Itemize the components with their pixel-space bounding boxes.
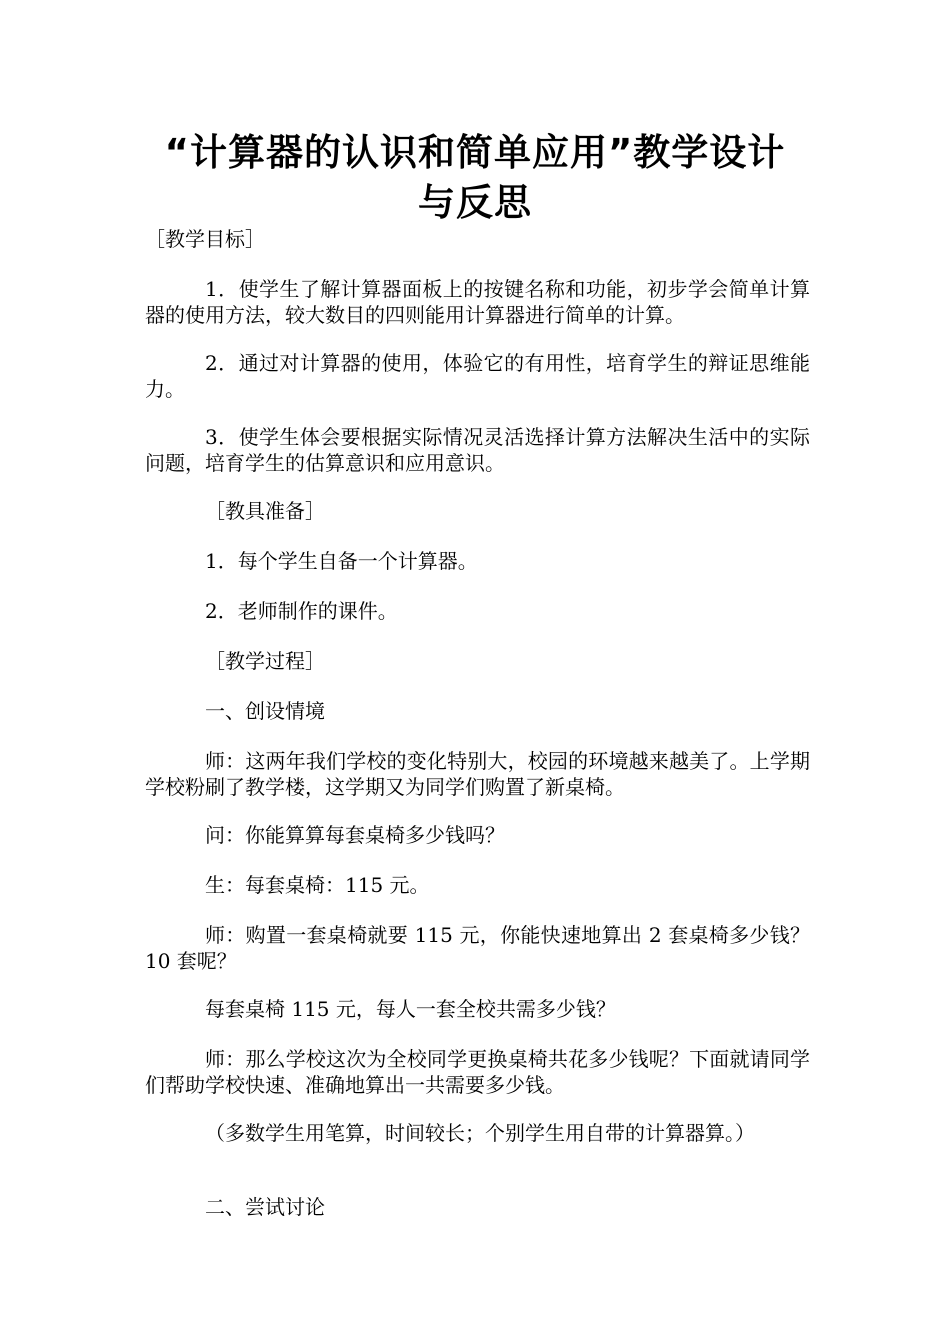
paragraph-teacher-1: 师：这两年我们学校的变化特别大，校园的环境越来越美了。上学期学校粉刷了教学楼，这学期又为同学们购置了新桌椅。 bbox=[145, 749, 810, 799]
paragraph-student-1: 生：每套桌椅：115 元。 bbox=[205, 873, 430, 897]
paragraph-note-1: （多数学生用笔算，时间较长；个别学生用自带的计算器算。） bbox=[205, 1121, 755, 1145]
goal-item-1: 1．使学生了解计算器面板上的按键名称和功能，初步学会简单计算器的使用方法，较大数目的四则能用计算器进行简单的计算。 bbox=[145, 277, 810, 327]
part-heading-2: 二、尝试讨论 bbox=[205, 1195, 325, 1219]
document-title-line-2: 与反思 bbox=[418, 181, 532, 224]
section-heading-goals: ［教学目标］ bbox=[145, 227, 265, 251]
part-heading-1: 一、创设情境 bbox=[205, 699, 325, 723]
tool-item-2: 2．老师制作的课件。 bbox=[205, 599, 398, 623]
document-title-line-1: “计算器的认识和简单应用”教学设计 bbox=[164, 131, 786, 174]
tool-item-1: 1．每个学生自备一个计算器。 bbox=[205, 549, 478, 573]
paragraph-teacher-2: 师：购置一套桌椅就要 115 元，你能快速地算出 2 套桌椅多少钱？10 套呢？ bbox=[145, 923, 810, 973]
paragraph-question-1: 问：你能算算每套桌椅多少钱吗？ bbox=[205, 823, 505, 847]
section-heading-tools: ［教具准备］ bbox=[205, 499, 325, 523]
goal-item-2: 2．通过对计算器的使用，体验它的有用性，培育学生的辩证思维能力。 bbox=[145, 351, 810, 401]
paragraph-teacher-3: 师：那么学校这次为全校同学更换桌椅共花多少钱呢？下面就请同学们帮助学校快速、准确地算出一共需要多少钱。 bbox=[145, 1047, 810, 1097]
section-heading-process: ［教学过程］ bbox=[205, 649, 325, 673]
paragraph-each-set: 每套桌椅 115 元，每人一套全校共需多少钱？ bbox=[205, 997, 616, 1021]
goal-item-3: 3．使学生体会要根据实际情况灵活选择计算方法解决生活中的实际问题，培育学生的估算意识和应用意识。 bbox=[145, 425, 810, 475]
